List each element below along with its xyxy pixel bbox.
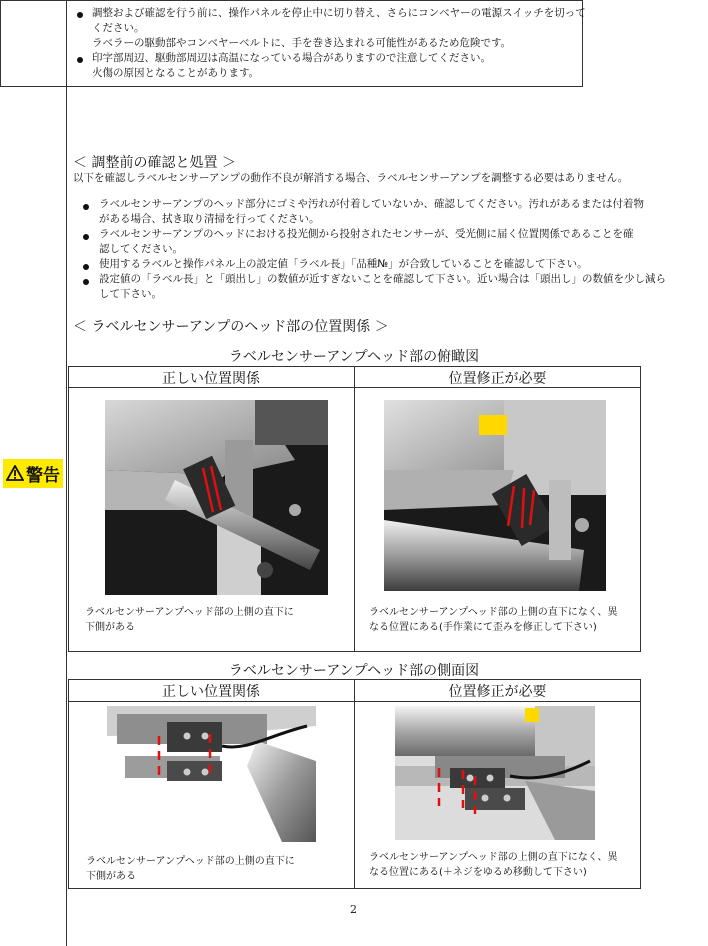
check-item: 設定値の「ラベル長」と「頭出し」の数値が近すぎないことを確認して下さい。近い場合は「頭出し」の数値を少し減ら xyxy=(99,273,666,285)
warning-line: 調整および確認を行う前に、操作パネルを停止中に切り替え、さらにコンベヤーの電源スイッチを切って xyxy=(92,7,586,19)
photo-side-needs-fix xyxy=(395,706,595,840)
caption-side-needs-fix: なる位置にある(＋ネジをゆるめ移動して下さい) xyxy=(369,867,587,878)
side-view-col-correct: 正しい位置関係 xyxy=(162,684,260,700)
divider xyxy=(354,366,355,652)
bullet xyxy=(83,234,89,240)
bullet xyxy=(77,57,83,63)
top-view-col-correct: 正しい位置関係 xyxy=(162,371,260,387)
warning-line: 火傷の原因となることがあります。 xyxy=(92,67,260,79)
photo-top-needs-fix xyxy=(384,400,606,591)
section-heading-position: ＜ ラベルセンサーアンプのヘッド部の位置関係 ＞ xyxy=(73,319,389,335)
caption-side-correct: 下側がある xyxy=(86,871,136,882)
check-intro: 以下を確認しラベルセンサーアンプの動作不良が解消する場合、ラベルセンサーアンプを調整する必要はありません。 xyxy=(73,172,629,184)
check-item: がある場合、拭き取り清掃を行ってください。 xyxy=(99,213,320,225)
divider xyxy=(354,679,355,889)
caption-top-needs-fix: なる位置にある(手作業にて歪みを修正して下さい) xyxy=(369,622,597,633)
caption-top-correct: ラベルセンサーアンプヘッド部の上側の直下に xyxy=(85,607,294,618)
side-view-col-needs-fix: 位置修正が必要 xyxy=(448,684,547,700)
check-item: 認してください。 xyxy=(99,243,183,255)
warning-triangle-icon xyxy=(6,465,24,481)
check-item: 使用するラベルと操作パネル上の設定値「ラベル長」「品種№」が合致していることを確認して下さい。 xyxy=(99,258,588,270)
check-item: ラベルセンサーアンプのヘッドにおける投光側から投射されたセンサーが、受光側に届く位置関係であることを確 xyxy=(99,228,634,240)
caption-side-correct: ラベルセンサーアンプヘッド部の上側の直下に xyxy=(86,856,295,867)
warning-label-cell xyxy=(0,0,67,946)
warning-line: ください。 xyxy=(92,22,145,34)
bullet xyxy=(77,12,83,18)
check-item: ラベルセンサーアンプのヘッド部分にゴミや汚れが付着していないか、確認してください。汚れがあるまたは付着物 xyxy=(99,198,645,210)
photo-top-correct xyxy=(105,400,328,595)
warning-line: 印字部周辺、駆動部周辺は高温になっている場合がありますので注意してください。 xyxy=(92,52,491,64)
page-number: 2 xyxy=(350,903,357,916)
bullet xyxy=(83,204,89,210)
caption-top-needs-fix: ラベルセンサーアンプヘッド部の上側の直下になく、異 xyxy=(369,607,618,618)
top-view-title: ラベルセンサーアンプヘッド部の俯瞰図 xyxy=(228,349,480,365)
warning-label: 警告 xyxy=(26,465,60,486)
side-view-title: ラベルセンサーアンプヘッド部の側面図 xyxy=(228,663,480,679)
warning-line: ラベラーの駆動部やコンベヤーベルトに、手を巻き込まれる可能性があるため危険です。 xyxy=(92,37,512,49)
caption-top-correct: 下側がある xyxy=(85,622,135,633)
warning-badge xyxy=(3,459,63,488)
bullet xyxy=(83,264,89,270)
check-item: して下さい。 xyxy=(99,288,162,300)
section-heading-check: ＜ 調整前の確認と処置 ＞ xyxy=(73,155,236,171)
photo-side-correct xyxy=(107,706,316,842)
caption-side-needs-fix: ラベルセンサーアンプヘッド部の上側の直下になく、異 xyxy=(369,852,618,863)
bullet xyxy=(83,279,89,285)
top-view-col-needs-fix: 位置修正が必要 xyxy=(448,371,547,387)
